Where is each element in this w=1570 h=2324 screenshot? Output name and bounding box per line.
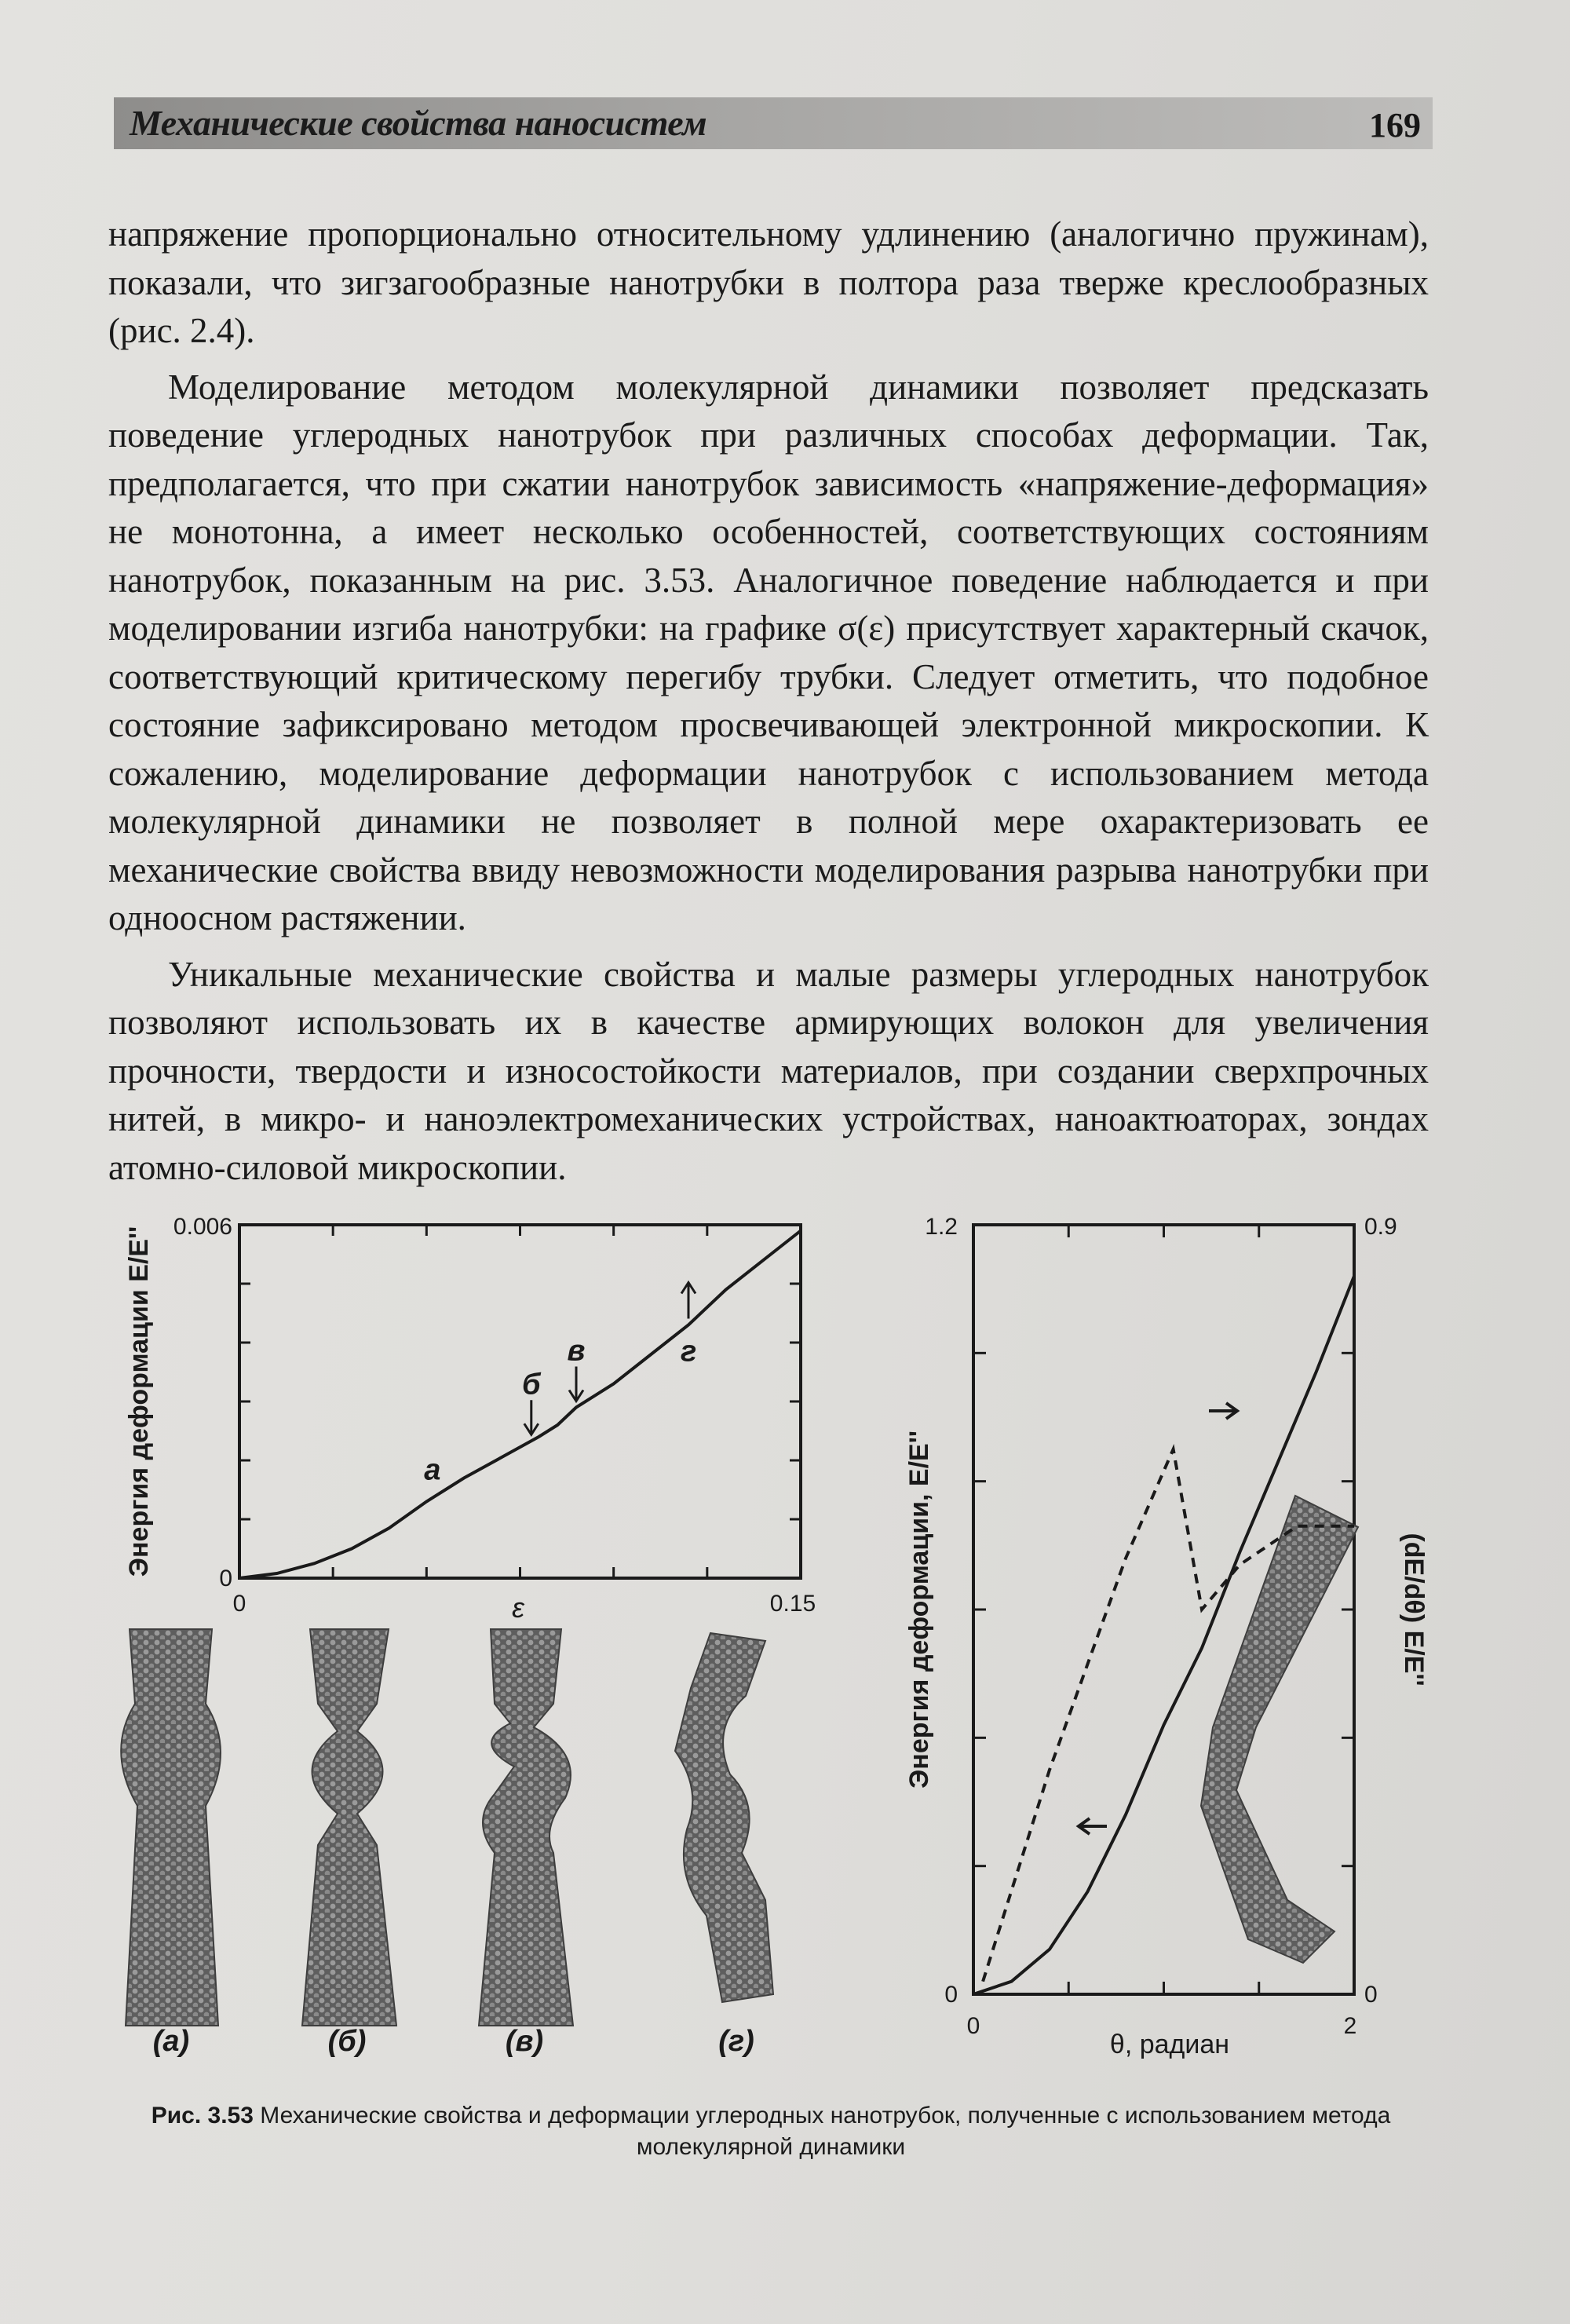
chart1-xlabel: ε bbox=[512, 1591, 524, 1624]
chart2-xlabel: θ, радиан bbox=[1109, 2030, 1230, 2059]
chart1-annotation-arrow bbox=[681, 1283, 696, 1319]
chart2-ytick-top: 1.2 bbox=[925, 1214, 958, 1240]
bent-nanotube-image bbox=[1201, 1496, 1358, 1963]
chart1-annotation-label: в bbox=[567, 1334, 586, 1368]
chart2-xtick-zero: 0 bbox=[966, 2013, 980, 2039]
body-text bbox=[108, 210, 1429, 1200]
panel-label-v: (в) bbox=[505, 2025, 544, 2058]
caption-text: Механические свойства и деформации углеродных нанотрубок, полученные с использованием метода молекулярной динамики bbox=[260, 2103, 1391, 2160]
chart1-annotation-label: а bbox=[424, 1453, 441, 1487]
figure-3-53 bbox=[0, 1201, 1570, 2104]
chart1-annotation-arrow bbox=[569, 1367, 583, 1401]
figure-caption bbox=[104, 2100, 1438, 2163]
chart2-ylabel: Энергия деформации, E/E'' bbox=[904, 1431, 934, 1789]
chart2-ylabel-right: (dE/dθ) E/E'' bbox=[1399, 1533, 1429, 1686]
chart2-yright-tick-top: 0.9 bbox=[1364, 1214, 1397, 1240]
chart2-xtick-max: 2 bbox=[1343, 2013, 1357, 2039]
nanotube-a-image bbox=[121, 1629, 221, 2026]
caption-label: Рис. 3.53 bbox=[151, 2103, 254, 2129]
chart1-series-line bbox=[239, 1231, 801, 1579]
chart1-annotation-arrow bbox=[524, 1400, 539, 1434]
chart1-annotation-label: г bbox=[681, 1335, 697, 1368]
paragraph-1: напряжение пропорционально относительному удлинению (аналогично пружинам), показали, что зигзагообразные нанотрубки в полтора раза тверже креслообразных (рис. 2.4). bbox=[108, 214, 1429, 350]
panel-label-g: (г) bbox=[718, 2025, 754, 2058]
arrow-left-icon bbox=[1079, 1818, 1107, 1834]
running-title: Механические свойства наносистем bbox=[130, 103, 707, 143]
nanotube-g-image bbox=[675, 1633, 773, 2002]
chart2-ytick-zero: 0 bbox=[944, 1982, 958, 2008]
page-number: 169 bbox=[1369, 106, 1421, 144]
panel-label-a: (а) bbox=[152, 2025, 190, 2058]
nanotube-b-image bbox=[302, 1629, 396, 2026]
paragraph-3: Уникальные механические свойства и малые размеры углеродных нанотрубок позволяют использовать их в качестве армирующих волокон для увеличения прочности, твердости и износостойкости материалов, при создании сверхпрочных нитей, в микро- и наноэлектромеханических устройствах, наноактюаторах, зондах атомно-силовой микроскопии. bbox=[108, 954, 1429, 1187]
arrow-right-icon bbox=[1209, 1403, 1237, 1419]
chart1-ticks bbox=[239, 1225, 801, 1578]
nanotube-images bbox=[121, 1629, 773, 2026]
chart1-annotations bbox=[424, 1283, 696, 1487]
panel-label-b: (б) bbox=[327, 2025, 367, 2058]
chart1-frame bbox=[239, 1225, 801, 1578]
chart1-ytick-zero: 0 bbox=[219, 1566, 232, 1591]
chart2-yright-tick-zero: 0 bbox=[1364, 1982, 1378, 2008]
chart1-xtick-zero: 0 bbox=[232, 1591, 246, 1617]
nanotube-v-image bbox=[479, 1629, 573, 2026]
paragraph-2: Моделирование методом молекулярной динамики позволяет предсказать поведение углеродных нанотрубок при различных способах деформации. Так, предполагается, что при сжатии нанотрубок зависимость «напряжение-деформация» не монотонна, а имеет несколько особенностей, соответствующих состояниям нанотрубок, показанным на рис. 3.53. Аналогичное поведение наблюдается и при моделировании изгиба нанотрубки: на графике σ(ε) присутствует характерный скачок, соответствующий критическому перегибу трубки. Следует отметить, что подобное состояние зафиксировано методом просвечивающей электронной микроскопии. К сожалению, моделирование деформации нанотрубок с использованием метода молекулярной динамики не позволяет в полной мере охарактеризовать ее механические свойства ввиду невозможности моделирования разрыва нанотрубки при одноосном растяжении. bbox=[108, 367, 1429, 937]
chart1-ylabel: Энергия деформации E/E'' bbox=[124, 1226, 154, 1577]
chart1-xtick-max: 0.15 bbox=[769, 1591, 816, 1617]
chart-bending-energy bbox=[904, 1214, 1429, 2059]
chart1-ytick-top: 0.006 bbox=[173, 1214, 232, 1240]
chart-strain-energy bbox=[124, 1214, 816, 1624]
chart1-annotation-label: б bbox=[522, 1368, 541, 1401]
